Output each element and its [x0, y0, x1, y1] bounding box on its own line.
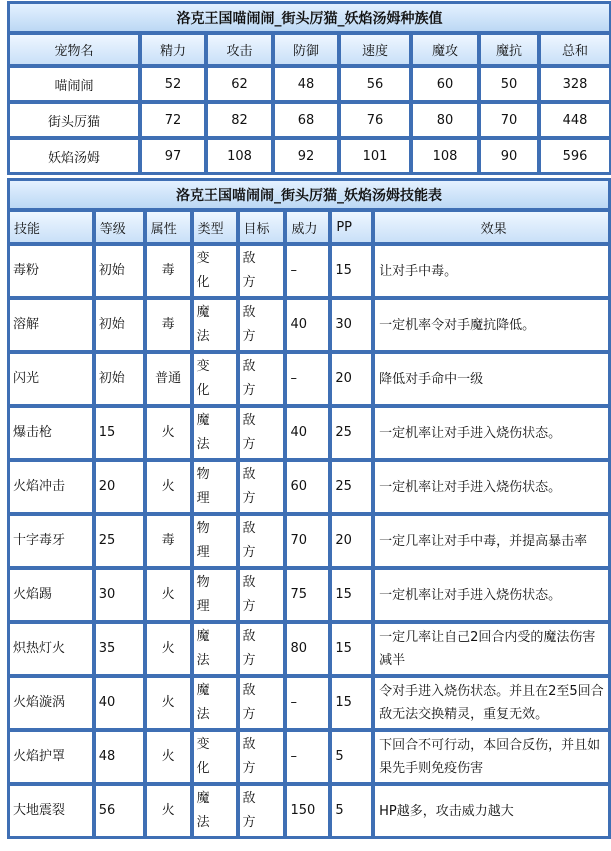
type-cell [193, 245, 237, 297]
level-cell: 20 [95, 461, 144, 513]
power-cell: – [286, 245, 329, 297]
attribute-text: 火 [161, 479, 175, 494]
attribute-cell [146, 785, 191, 837]
target-cell [239, 407, 285, 459]
attribute-text: 毒 [161, 317, 175, 332]
stat-value-cell: 72 [141, 103, 205, 137]
header-cell: 等级 [95, 211, 144, 243]
type-cell [193, 677, 237, 729]
target-cell [239, 299, 285, 351]
type-cell [193, 515, 237, 567]
stat-value-cell: 62 [207, 67, 272, 101]
attribute-text: 毒 [161, 263, 175, 278]
stat-value-cell: 80 [412, 103, 478, 137]
stat-value-cell: 97 [141, 139, 205, 173]
skills-header-row [9, 211, 609, 243]
stat-value-cell: 108 [412, 139, 478, 173]
type-cell [193, 623, 237, 675]
effect-cell: 让对手中毒。 [374, 245, 609, 297]
target-cell [239, 731, 285, 783]
stats-table [7, 1, 611, 175]
stats-row [9, 67, 610, 101]
attribute-cell [146, 299, 191, 351]
type-cell [193, 407, 237, 459]
effect-cell: 令对手进入烧伤状态。并且在2至5回合敌无法交换精灵，重复无效。 [374, 677, 609, 729]
header-cell: 防御 [274, 34, 338, 65]
level-cell: 40 [95, 677, 144, 729]
stat-value-cell: 92 [274, 139, 338, 173]
skills-table-title: 洛克王国喵闹闹_街头厉猫_妖焰汤姆技能表 [9, 180, 609, 209]
attribute-text: 普通 [155, 371, 182, 386]
skill-name-cell: 火焰护罩 [9, 731, 93, 783]
attribute-cell [146, 245, 191, 297]
target-text: 敌方 [242, 305, 256, 344]
attribute-text: 火 [161, 587, 175, 602]
effect-cell: HP越多，攻击威力越大 [374, 785, 609, 837]
stat-value-cell: 108 [207, 139, 272, 173]
effect-cell: 一定机率让对手进入烧伤状态。 [374, 461, 609, 513]
level-cell: 35 [95, 623, 144, 675]
attribute-text: 火 [161, 641, 175, 656]
stats-row [9, 139, 610, 173]
target-cell [239, 785, 285, 837]
skill-row [9, 785, 609, 837]
attribute-text: 火 [161, 425, 175, 440]
attribute-cell [146, 407, 191, 459]
stat-value-cell: 101 [340, 139, 410, 173]
target-text: 敌方 [242, 629, 256, 668]
header-cell: 魔攻 [412, 34, 478, 65]
power-cell: 70 [286, 515, 329, 567]
skill-row [9, 245, 609, 297]
target-cell [239, 461, 285, 513]
type-text: 物理 [196, 467, 210, 506]
effect-cell: 降低对手命中一级 [374, 353, 609, 405]
power-cell: – [286, 731, 329, 783]
stat-value-cell: 48 [274, 67, 338, 101]
target-text: 敌方 [242, 683, 256, 722]
type-text: 魔法 [196, 683, 210, 722]
header-cell: 技能 [9, 211, 93, 243]
power-cell: – [286, 353, 329, 405]
header-cell: 宠物名 [9, 34, 139, 65]
skill-name-cell: 闪光 [9, 353, 93, 405]
header-cell: 魔抗 [480, 34, 538, 65]
header-cell: 类型 [193, 211, 237, 243]
attribute-cell [146, 353, 191, 405]
power-cell: 75 [286, 569, 329, 621]
pp-cell: 5 [331, 731, 372, 783]
type-text: 变化 [196, 359, 210, 398]
level-cell: 初始 [95, 245, 144, 297]
skill-name-cell: 毒粉 [9, 245, 93, 297]
skill-row [9, 299, 609, 351]
skill-name-cell: 爆击枪 [9, 407, 93, 459]
type-text: 物理 [196, 575, 210, 614]
type-text: 物理 [196, 521, 210, 560]
stat-value-cell: 76 [340, 103, 410, 137]
skill-row [9, 731, 609, 783]
pp-cell: 30 [331, 299, 372, 351]
target-text: 敌方 [242, 575, 256, 614]
level-cell: 30 [95, 569, 144, 621]
target-cell [239, 623, 285, 675]
type-text: 魔法 [196, 629, 210, 668]
pp-cell: 15 [331, 245, 372, 297]
skill-name-cell: 溶解 [9, 299, 93, 351]
pp-cell: 15 [331, 677, 372, 729]
header-cell: 总和 [540, 34, 610, 65]
stat-value-cell: 70 [480, 103, 538, 137]
stat-value-cell: 448 [540, 103, 610, 137]
stat-value-cell: 90 [480, 139, 538, 173]
power-cell: 150 [286, 785, 329, 837]
attribute-cell [146, 623, 191, 675]
pp-cell: 15 [331, 623, 372, 675]
skill-name-cell: 十字毒牙 [9, 515, 93, 567]
header-cell: 速度 [340, 34, 410, 65]
target-text: 敌方 [242, 521, 256, 560]
target-text: 敌方 [242, 791, 256, 830]
pp-cell: 20 [331, 515, 372, 567]
power-cell: 60 [286, 461, 329, 513]
pet-name-cell: 喵闹闹 [9, 67, 139, 101]
type-cell [193, 731, 237, 783]
stat-value-cell: 328 [540, 67, 610, 101]
type-cell [193, 785, 237, 837]
stat-value-cell: 50 [480, 67, 538, 101]
header-cell: 攻击 [207, 34, 272, 65]
header-cell: 目标 [239, 211, 285, 243]
pet-name-cell: 妖焰汤姆 [9, 139, 139, 173]
target-cell [239, 245, 285, 297]
effect-cell: 一定几率让对手中毒，并提高暴击率 [374, 515, 609, 567]
target-text: 敌方 [242, 467, 256, 506]
type-cell [193, 461, 237, 513]
effect-cell: 下回合不可行动，本回合反伤，并且如果先手则免疫伤害 [374, 731, 609, 783]
type-text: 魔法 [196, 791, 210, 830]
skill-name-cell: 炽热灯火 [9, 623, 93, 675]
attribute-text: 火 [161, 803, 175, 818]
skill-row [9, 515, 609, 567]
type-text: 变化 [196, 251, 210, 290]
power-cell: 80 [286, 623, 329, 675]
skills-table [7, 178, 611, 839]
skill-name-cell: 火焰冲击 [9, 461, 93, 513]
pp-cell: 15 [331, 569, 372, 621]
attribute-cell [146, 731, 191, 783]
attribute-cell [146, 461, 191, 513]
attribute-text: 火 [161, 695, 175, 710]
target-text: 敌方 [242, 359, 256, 398]
header-cell: 威力 [286, 211, 329, 243]
level-cell: 56 [95, 785, 144, 837]
type-text: 变化 [196, 737, 210, 776]
stats-row [9, 103, 610, 137]
skill-name-cell: 火焰踢 [9, 569, 93, 621]
effect-cell: 一定几率让自己2回合内受的魔法伤害减半 [374, 623, 609, 675]
target-text: 敌方 [242, 737, 256, 776]
attribute-text: 毒 [161, 533, 175, 548]
attribute-cell [146, 677, 191, 729]
target-cell [239, 677, 285, 729]
type-cell [193, 569, 237, 621]
attribute-text: 火 [161, 749, 175, 764]
skill-name-cell: 大地震裂 [9, 785, 93, 837]
header-cell: PP [331, 211, 372, 243]
target-text: 敌方 [242, 413, 256, 452]
level-cell: 初始 [95, 299, 144, 351]
pet-name-cell: 街头厉猫 [9, 103, 139, 137]
type-cell [193, 353, 237, 405]
skill-row [9, 623, 609, 675]
level-cell: 48 [95, 731, 144, 783]
stat-value-cell: 596 [540, 139, 610, 173]
header-cell: 精力 [141, 34, 205, 65]
header-cell: 属性 [146, 211, 191, 243]
type-cell [193, 299, 237, 351]
stat-value-cell: 56 [340, 67, 410, 101]
target-text: 敌方 [242, 251, 256, 290]
stat-value-cell: 82 [207, 103, 272, 137]
attribute-cell [146, 569, 191, 621]
skill-row [9, 461, 609, 513]
skill-row [9, 677, 609, 729]
pp-cell: 20 [331, 353, 372, 405]
header-cell: 效果 [374, 211, 609, 243]
target-cell [239, 569, 285, 621]
level-cell: 15 [95, 407, 144, 459]
power-cell: – [286, 677, 329, 729]
stat-value-cell: 52 [141, 67, 205, 101]
skill-row [9, 353, 609, 405]
power-cell: 40 [286, 299, 329, 351]
level-cell: 初始 [95, 353, 144, 405]
type-text: 魔法 [196, 413, 210, 452]
pp-cell: 5 [331, 785, 372, 837]
stats-table-title: 洛克王国喵闹闹_街头厉猫_妖焰汤姆种族值 [9, 3, 610, 32]
effect-cell: 一定机率让对手进入烧伤状态。 [374, 407, 609, 459]
target-cell [239, 353, 285, 405]
level-cell: 25 [95, 515, 144, 567]
attribute-cell [146, 515, 191, 567]
type-text: 魔法 [196, 305, 210, 344]
effect-cell: 一定机率让对手进入烧伤状态。 [374, 569, 609, 621]
skill-row [9, 569, 609, 621]
pp-cell: 25 [331, 461, 372, 513]
power-cell: 40 [286, 407, 329, 459]
target-cell [239, 515, 285, 567]
stat-value-cell: 60 [412, 67, 478, 101]
effect-cell: 一定机率令对手魔抗降低。 [374, 299, 609, 351]
pp-cell: 25 [331, 407, 372, 459]
stats-header-row [9, 34, 610, 65]
stat-value-cell: 68 [274, 103, 338, 137]
skill-row [9, 407, 609, 459]
skill-name-cell: 火焰漩涡 [9, 677, 93, 729]
